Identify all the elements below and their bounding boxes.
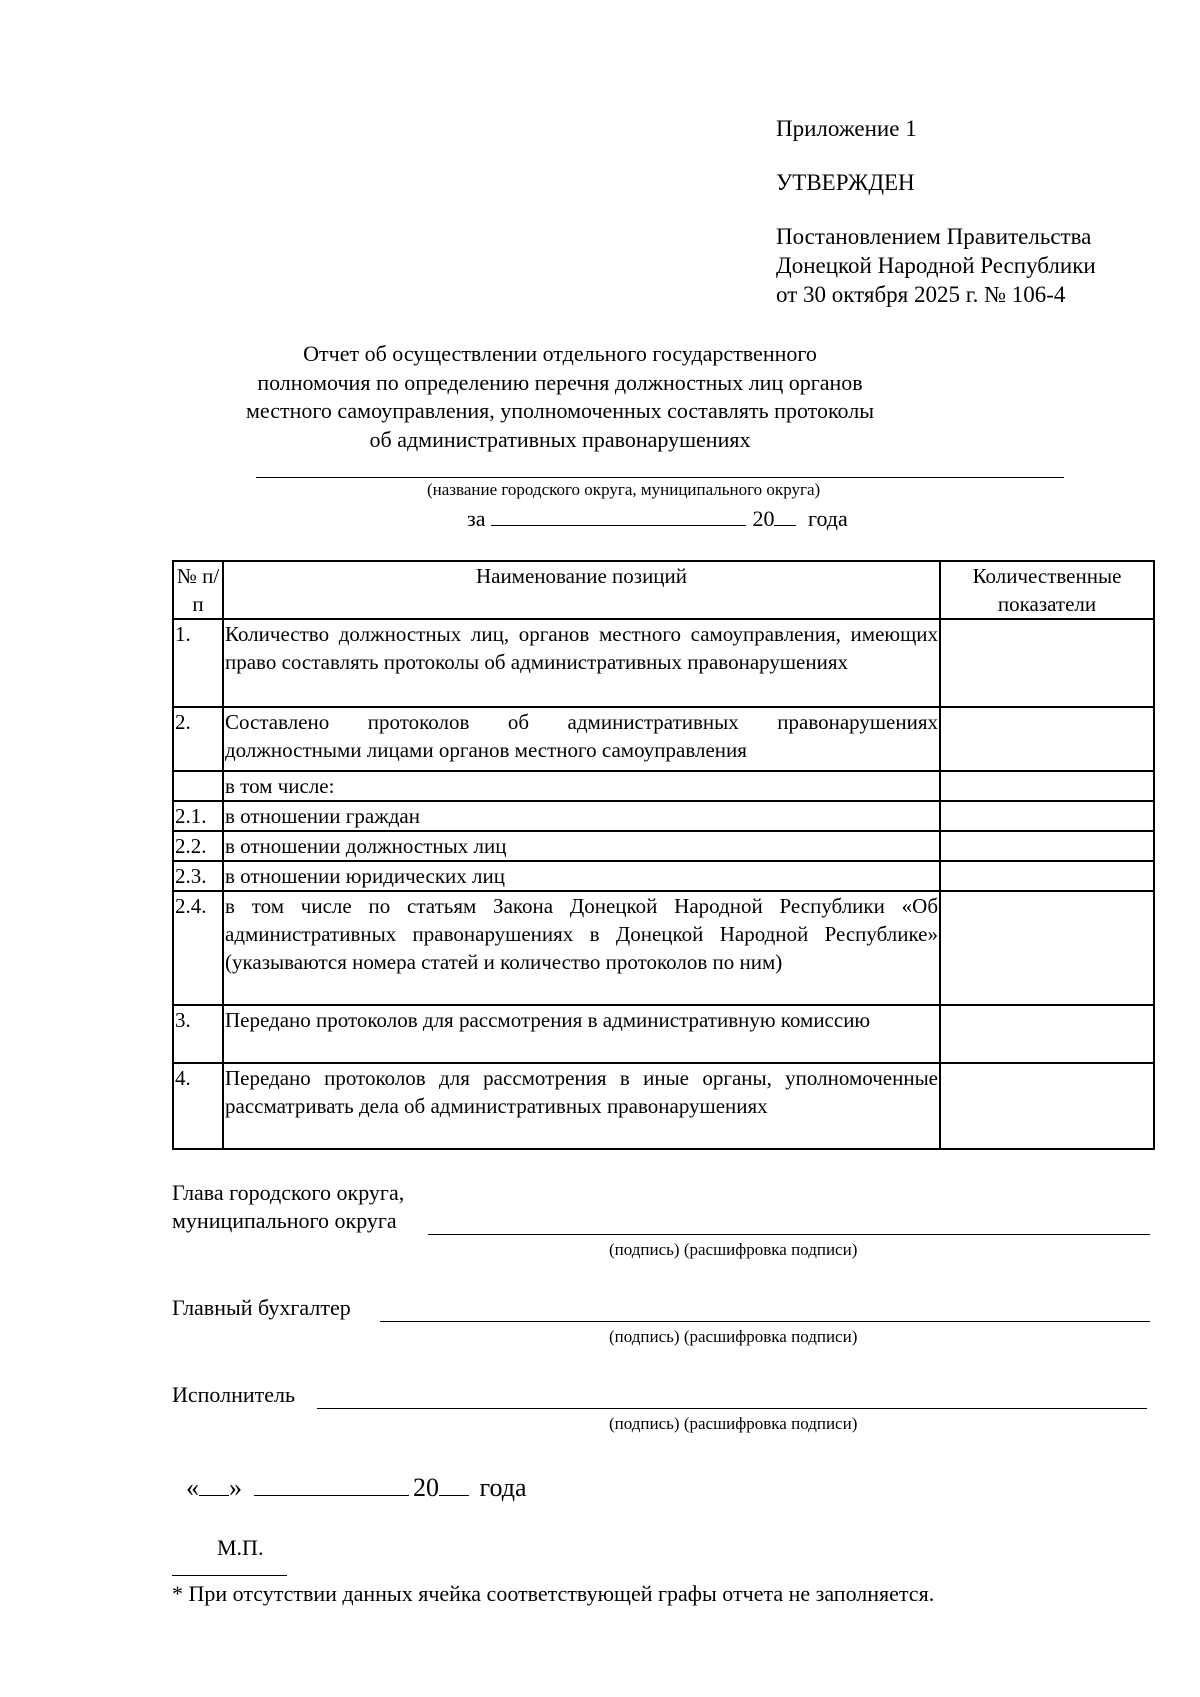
row-value-cell[interactable] xyxy=(940,771,1154,801)
report-title-line-1: Отчет об осуществлении отдельного государственного xyxy=(303,341,817,366)
row-value-cell[interactable] xyxy=(940,707,1154,771)
day-blank[interactable] xyxy=(199,1473,229,1496)
period-year-blank[interactable] xyxy=(774,505,796,526)
footnote-separator xyxy=(172,1575,287,1576)
head-signature-line[interactable] xyxy=(428,1234,1150,1235)
row-name: в том числе по статьям Закона Донецкой Народной Республики «Об административных правонарушениях в Донецкой Народной Республике» (указываются номера статей и количество протоколов по ним) xyxy=(223,891,940,1005)
report-title-line-2: полномочия по определению перечня должностных лиц органов xyxy=(257,369,863,395)
row-value-cell[interactable] xyxy=(940,619,1154,707)
accountant-signature-caption: (подпись) (расшифровка подписи) xyxy=(609,1327,858,1346)
row-name: в отношении юридических лиц xyxy=(223,861,940,891)
date-close-quote: » xyxy=(229,1473,242,1502)
row-num: 4. xyxy=(173,1063,223,1149)
row-value-cell[interactable] xyxy=(940,861,1154,891)
period-prefix: за xyxy=(467,506,486,531)
table-row xyxy=(173,861,1154,891)
head-label-line-1: Глава городского округа, xyxy=(172,1180,405,1205)
row-name: Передано протоколов для рассмотрения в административную комиссию xyxy=(223,1005,940,1063)
table-row xyxy=(173,707,1154,771)
row-num: 2.1. xyxy=(173,801,223,831)
district-name-line[interactable] xyxy=(256,477,1064,478)
decree-line-2: Донецкой Народной Республики xyxy=(776,253,1096,278)
period-blank[interactable] xyxy=(491,505,746,526)
report-table xyxy=(172,560,1155,1150)
row-name: Количество должностных лиц, органов местного самоуправления, имеющих право составлять протоколы об административных правонарушениях xyxy=(223,619,940,707)
row-num: 2.4. xyxy=(173,891,223,1005)
row-num: 2. xyxy=(173,707,223,771)
row-value-cell[interactable] xyxy=(940,1005,1154,1063)
stamp-label: М.П. xyxy=(217,1535,264,1560)
row-name: Передано протоколов для рассмотрения в иные органы, уполномоченные рассматривать дела об административных правонарушениях xyxy=(223,1063,940,1149)
row-num: 1. xyxy=(173,619,223,707)
decree-line-1: Постановлением Правительства xyxy=(776,224,1092,249)
month-blank[interactable] xyxy=(254,1473,409,1496)
row-name: в отношении должностных лиц xyxy=(223,831,940,861)
accountant-label: Главный бухгалтер xyxy=(172,1295,351,1320)
table-row xyxy=(173,891,1154,1005)
report-title-line-4: об административных правонарушениях xyxy=(369,426,751,452)
date-suffix: года xyxy=(479,1473,527,1502)
date-year-prefix: 20 xyxy=(413,1473,439,1502)
accountant-signature-line[interactable] xyxy=(380,1321,1150,1322)
header-value: Количественные показатели xyxy=(940,561,1154,619)
report-title-line-3: местного самоуправления, уполномоченных составлять протоколы xyxy=(245,398,875,423)
table-row xyxy=(173,831,1154,861)
row-num: 2.3. xyxy=(173,861,223,891)
table-row xyxy=(173,1005,1154,1063)
date-line xyxy=(186,1473,527,1503)
table-row xyxy=(173,619,1154,707)
row-num xyxy=(173,771,223,801)
period-line xyxy=(467,505,848,532)
table-row xyxy=(173,771,1154,801)
executor-signature-line[interactable] xyxy=(317,1408,1147,1409)
appendix-label: Приложение 1 xyxy=(776,116,917,141)
table-row xyxy=(173,1063,1154,1149)
footnote-text: * При отсутствии данных ячейка соответствующей графы отчета не заполняется. xyxy=(172,1581,935,1606)
header-num: № п/п xyxy=(173,561,223,619)
period-year-prefix: 20 xyxy=(752,506,775,531)
row-name: в том числе: xyxy=(223,771,940,801)
table-row xyxy=(173,801,1154,831)
head-signature-caption: (подпись) (расшифровка подписи) xyxy=(609,1240,858,1259)
district-caption: (название городского округа, муниципального округа) xyxy=(427,480,821,499)
executor-signature-caption: (подпись) (расшифровка подписи) xyxy=(609,1414,858,1433)
row-num: 2.2. xyxy=(173,831,223,861)
row-name: Составлено протоколов об административных правонарушениях должностными лицами органов местного самоуправления xyxy=(223,707,940,771)
year-blank[interactable] xyxy=(439,1473,469,1496)
approved-label: УТВЕРЖДЕН xyxy=(776,170,915,195)
row-value-cell[interactable] xyxy=(940,831,1154,861)
header-name: Наименование позиций xyxy=(223,561,940,619)
row-value-cell[interactable] xyxy=(940,801,1154,831)
head-label-line-2: муниципального округа xyxy=(172,1208,397,1233)
decree-line-3: от 30 октября 2025 г. № 106-4 xyxy=(776,282,1066,307)
row-value-cell[interactable] xyxy=(940,1063,1154,1149)
row-value-cell[interactable] xyxy=(940,891,1154,1005)
row-name: в отношении граждан xyxy=(223,801,940,831)
row-num: 3. xyxy=(173,1005,223,1063)
table-header-row xyxy=(173,561,1154,619)
executor-label: Исполнитель xyxy=(172,1382,296,1407)
period-suffix: года xyxy=(807,506,848,531)
date-open-quote: « xyxy=(186,1473,199,1502)
report-title xyxy=(230,340,890,454)
approval-block xyxy=(776,114,1176,309)
